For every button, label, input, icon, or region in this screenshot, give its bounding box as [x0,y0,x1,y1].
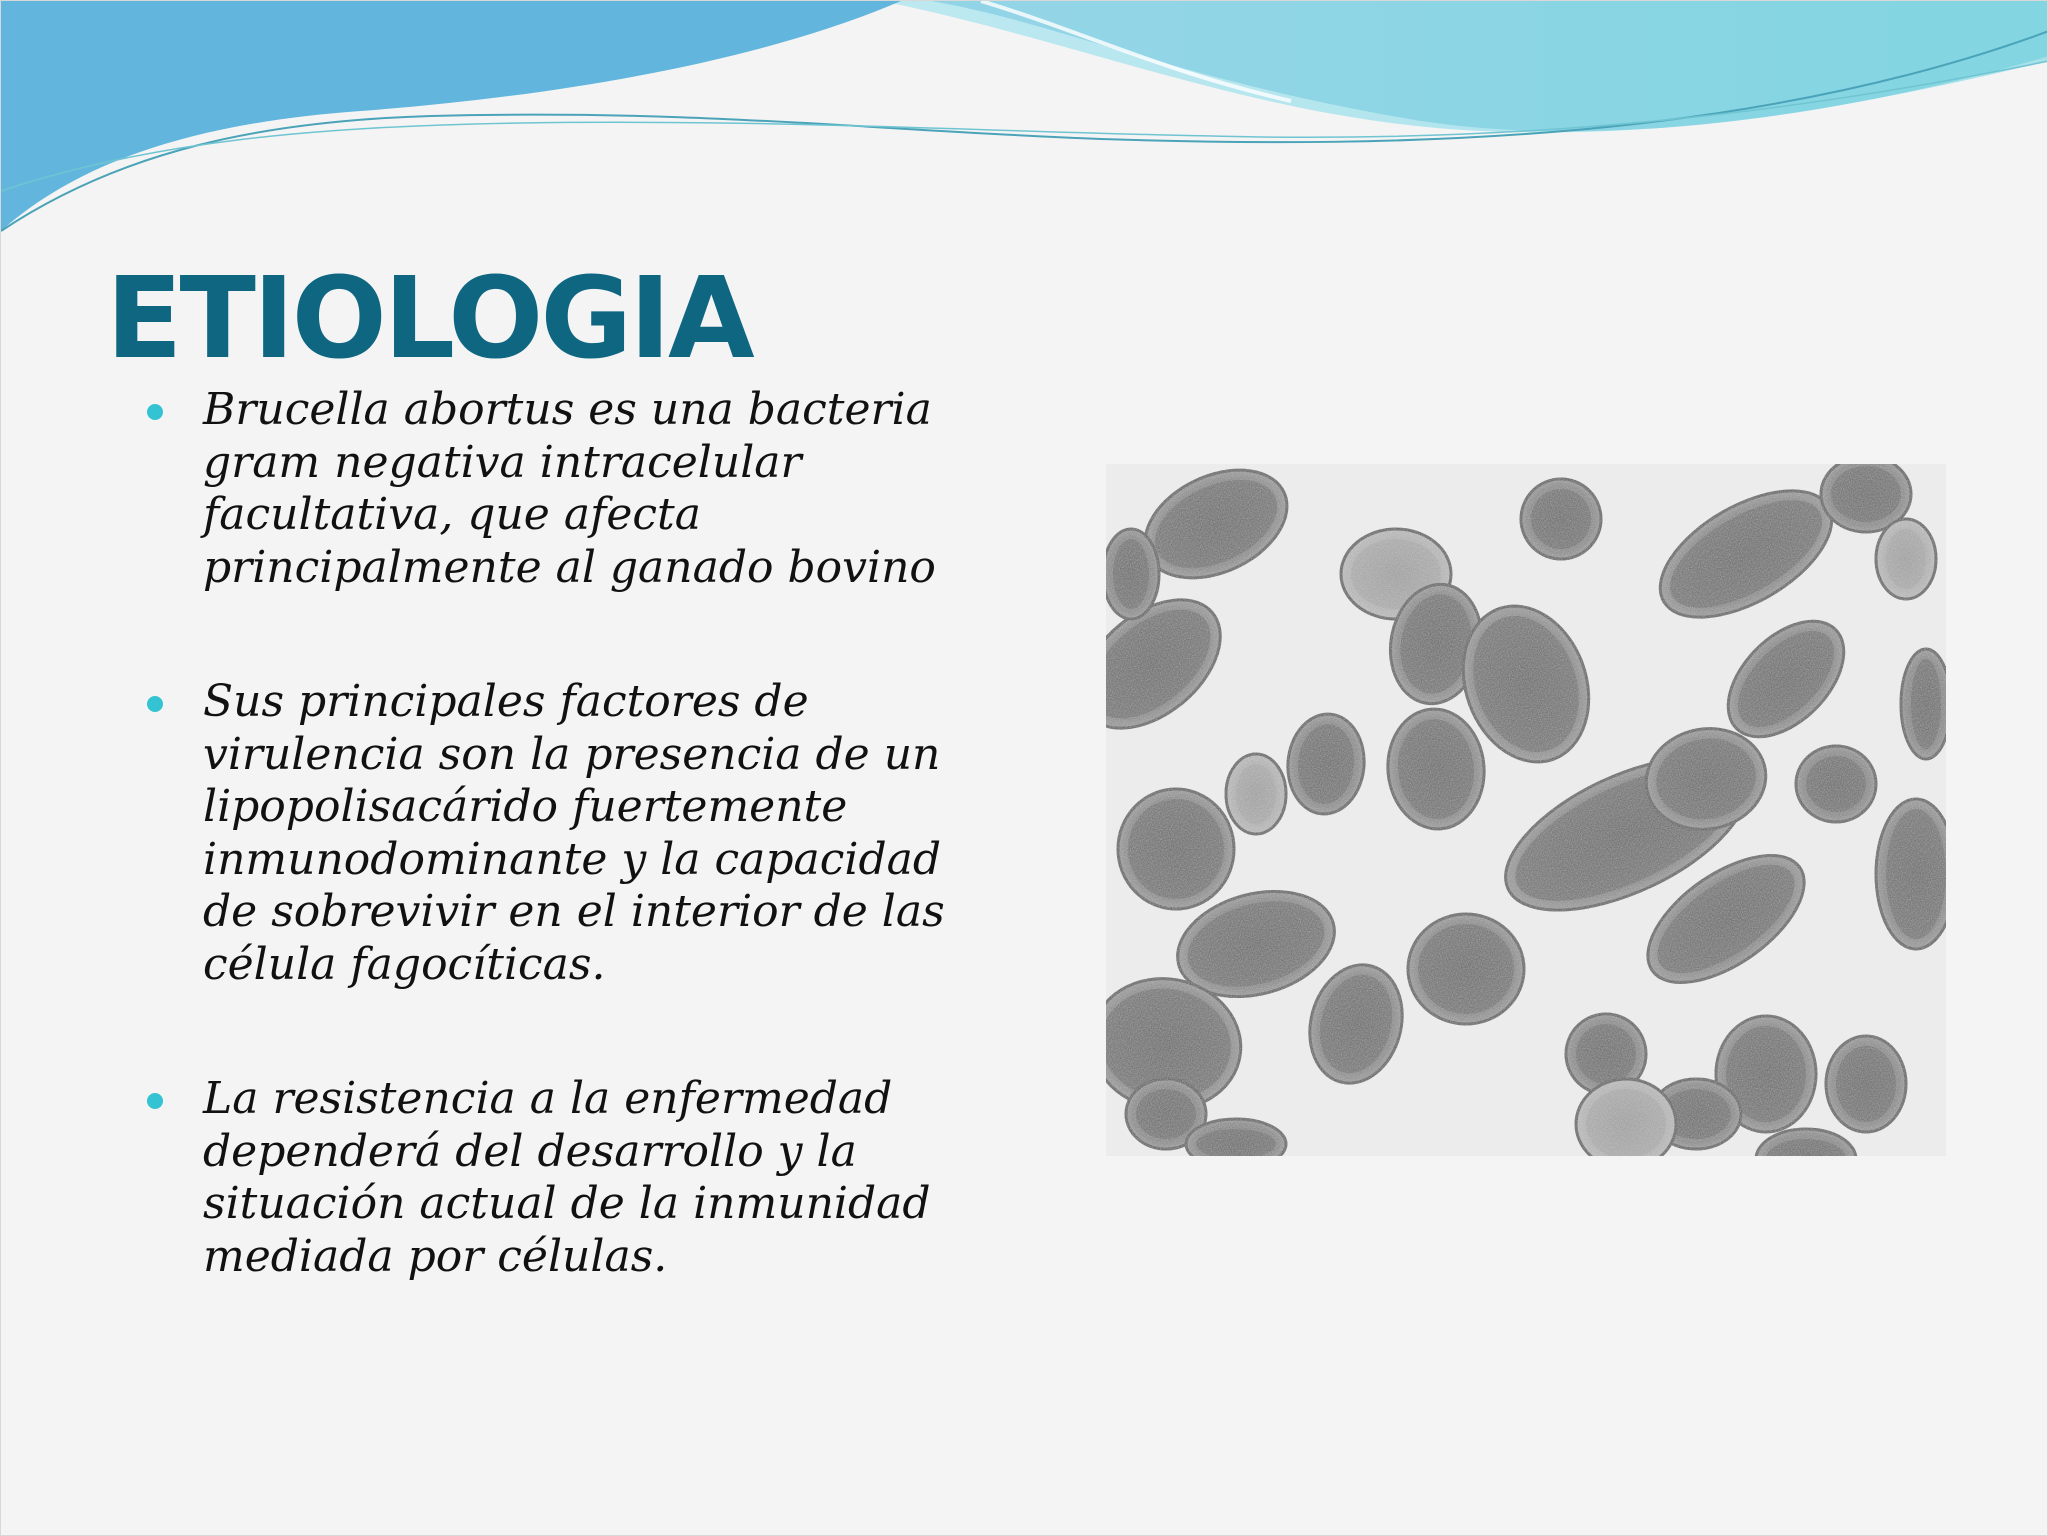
bacterium-cytoplasm [1113,539,1149,609]
bacterium-cytoplasm [1418,924,1514,1014]
bullet-item [141,384,1001,594]
bullet-item [141,1073,1001,1283]
bullet-text: Brucella abortus es una bacteria gram negativa intracelular facultativa, que afecta principalmente al ganado bovino [203,384,936,593]
bullet-icon [147,1093,163,1109]
bacterium-cytoplasm [1576,1024,1636,1084]
slide-title: ETIOLOGIA [106,254,752,384]
bullet-list [141,384,1001,1365]
bullet-text: Sus principales factores de virulencia son la presencia de un lipopolisacárido fuertemente inmunodominante y la capacidad de sobrevivir en el interior de las célula fagocíticas. [203,676,945,990]
bacteria-micrograph-image [1106,464,1946,1156]
bullet-icon [147,404,163,420]
bacterium-cytoplasm [1886,529,1926,589]
header-wave-decoration [1,1,2048,241]
bullet-item [141,676,1001,991]
bacterium-cytoplasm [1836,1046,1896,1122]
bacterium-cytoplasm [1586,1089,1666,1156]
bacterium-cytoplasm [1136,1089,1196,1139]
bullet-icon [147,696,163,712]
bullet-text: La resistencia a la enfermedad dependerá del desarrollo y la situación actual de la inmunidad mediada por células. [203,1073,931,1282]
bacterium-cytoplasm [1911,659,1941,749]
bacterium-cytoplasm [1886,809,1946,939]
bacterium-cytoplasm [1128,799,1224,899]
bacterium-cytoplasm [1531,489,1591,549]
bacterium-cytoplasm [1806,756,1866,812]
bacterium-cytoplasm [1236,764,1276,824]
bacterium-cytoplasm [1831,466,1901,522]
